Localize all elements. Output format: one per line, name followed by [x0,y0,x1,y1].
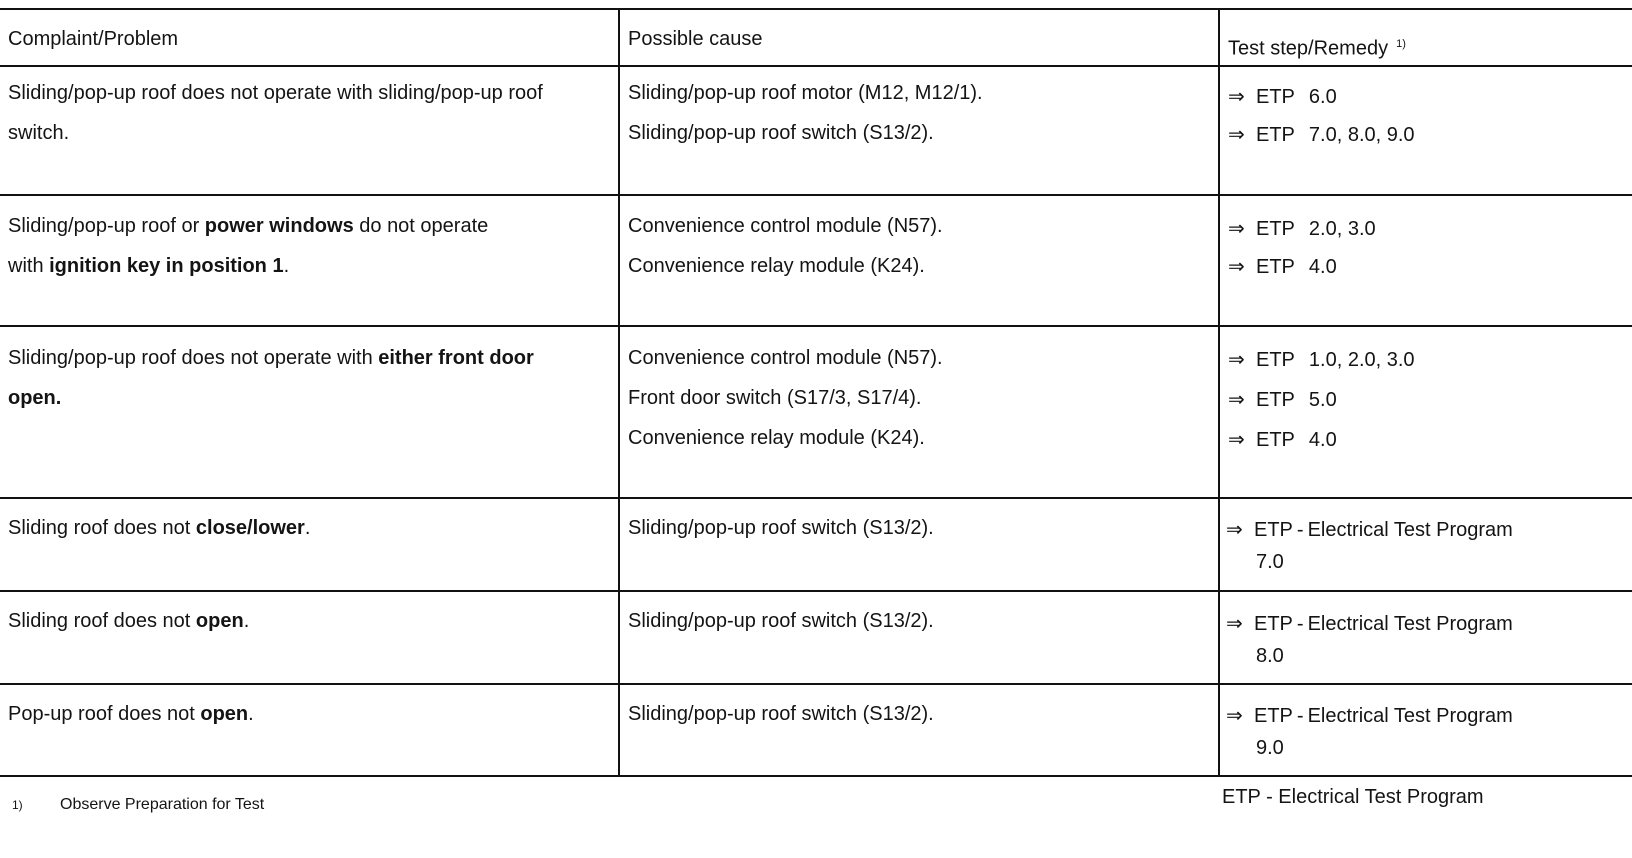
complaint-line [8,601,249,641]
row-rule [0,325,1632,327]
remedy-line [1228,209,1376,247]
column-divider [618,8,620,776]
remedy-cell [1228,340,1415,460]
footnote-marker: 1) [1396,38,1406,50]
etp-description: Electrical Test Program [1307,519,1513,541]
dash-separator: - [1296,705,1304,727]
table-bottom-rule [0,775,1632,777]
etp-label: ETP [1256,256,1295,278]
footnote [0,796,264,814]
remedy-cell [1226,604,1513,668]
test-step-number: 9.0 [1256,737,1284,759]
remedy-line [1226,510,1513,542]
etp-label: ETP [1256,86,1295,108]
complaint-text: do not operate [353,215,489,237]
cause-line: Sliding/pop-up roof switch (S13/2). [628,703,934,725]
remedy-line [1226,542,1513,574]
complaint-text: Sliding roof does not [8,517,196,539]
complaint-text: . [283,255,290,277]
test-step-number: 5.0 [1308,389,1337,411]
header-cause: Possible cause [628,28,763,50]
row-rule [0,683,1632,685]
etp-description: Electrical Test Program [1307,705,1513,727]
implies-arrow-icon: ⇒ [1226,519,1243,541]
etp-description: Electrical Test Program [1307,613,1513,635]
cause-line: Sliding/pop-up roof motor (M12, M12/1). [628,82,983,104]
remedy-line [1226,636,1513,668]
etp-label: ETP [1254,613,1293,635]
complaint-text: Sliding/pop-up roof does not operate with [8,347,379,369]
complaint-text: Sliding roof does not [8,610,196,632]
complaint-emphasis: ignition key in position 1 [49,255,284,277]
complaint-cell [8,694,254,734]
complaint-emphasis: open [195,610,244,632]
test-step-number: 8.0 [1256,645,1284,667]
cause-line: Convenience control module (N57). [628,347,943,369]
implies-arrow-icon: ⇒ [1228,218,1245,240]
complaint-text: Sliding/pop-up roof does not operate with sliding/pop-up roof [8,82,543,104]
header-remedy [1228,24,1406,69]
complaint-line [8,73,543,113]
test-step-number: 4.0 [1308,256,1337,278]
implies-arrow-icon: ⇒ [1228,86,1245,108]
test-step-number: 7.0 [1256,551,1284,573]
complaint-text: switch. [8,122,70,144]
implies-arrow-icon: ⇒ [1228,349,1245,371]
cause-line: Sliding/pop-up roof switch (S13/2). [628,610,934,632]
remedy-cell [1228,209,1376,285]
implies-arrow-icon: ⇒ [1226,613,1243,635]
test-step-number: 2.0, 3.0 [1308,218,1376,240]
header-complaint: Complaint/Problem [8,28,179,50]
complaint-line [8,378,534,418]
etp-label: ETP [1256,349,1295,371]
complaint-text: . [243,610,250,632]
complaint-emphasis: open. [8,387,62,409]
cause-line: Convenience control module (N57). [628,215,943,237]
remedy-line [1228,247,1376,285]
cause-cell [628,508,934,548]
remedy-line [1228,115,1415,153]
table-top-rule [0,8,1632,10]
complaint-emphasis: either front door [378,347,534,369]
complaint-line [8,508,310,548]
complaint-line [8,694,254,734]
complaint-emphasis: power windows [204,215,354,237]
cause-line: Convenience relay module (K24). [628,255,925,277]
implies-arrow-icon: ⇒ [1226,705,1243,727]
row-rule [0,590,1632,592]
remedy-line [1228,340,1415,380]
dash-separator: - [1296,519,1304,541]
row-rule [0,497,1632,499]
cause-line: Sliding/pop-up roof switch (S13/2). [628,517,934,539]
etp-label: ETP [1254,705,1293,727]
etp-label: ETP [1254,519,1293,541]
test-step-number: 1.0, 2.0, 3.0 [1308,349,1415,371]
complaint-emphasis: open [200,703,249,725]
complaint-line [8,246,488,286]
remedy-line [1228,77,1415,115]
remedy-line [1228,420,1415,460]
complaint-text: with [8,255,50,277]
complaint-text: Sliding/pop-up roof or [8,215,205,237]
remedy-line [1226,604,1513,636]
implies-arrow-icon: ⇒ [1228,389,1245,411]
column-divider [1218,8,1220,776]
complaint-line [8,206,488,246]
test-step-number: 7.0, 8.0, 9.0 [1308,124,1415,146]
remedy-line [1226,728,1513,760]
implies-arrow-icon: ⇒ [1228,256,1245,278]
remedy-cell [1226,696,1513,760]
cause-line: Front door switch (S17/3, S17/4). [628,387,922,409]
footnote-number: 1) [12,798,23,812]
complaint-cell [8,73,543,153]
remedy-cell [1226,510,1513,574]
etp-legend: ETP - Electrical Test Program [1222,786,1484,808]
complaint-cell [8,206,488,286]
complaint-cell [8,601,249,641]
remedy-line [1228,380,1415,420]
cause-cell [628,694,934,734]
complaint-line [8,113,543,153]
cause-line: Convenience relay module (K24). [628,427,925,449]
implies-arrow-icon: ⇒ [1228,429,1245,451]
cause-cell [628,206,943,286]
footnote-text: Observe Preparation for Test [60,796,265,813]
remedy-cell [1228,77,1415,153]
complaint-text: . [304,517,311,539]
etp-label: ETP [1256,429,1295,451]
complaint-cell [8,338,534,418]
remedy-line [1226,696,1513,728]
complaint-text: Pop-up roof does not [8,703,201,725]
complaint-line [8,338,534,378]
complaint-text: . [248,703,254,725]
dash-separator: - [1296,613,1304,635]
complaint-emphasis: close/lower [195,517,305,539]
cause-cell [628,73,983,153]
complaint-cell [8,508,310,548]
header-remedy-label: Test step/Remedy [1228,37,1389,60]
etp-label: ETP [1256,124,1295,146]
cause-line: Sliding/pop-up roof switch (S13/2). [628,122,934,144]
cause-cell [628,601,934,641]
test-step-number: 6.0 [1308,86,1337,108]
etp-label: ETP [1256,218,1295,240]
etp-label: ETP [1256,389,1295,411]
cause-cell [628,338,943,458]
row-rule [0,194,1632,196]
implies-arrow-icon: ⇒ [1228,124,1245,146]
test-step-number: 4.0 [1308,429,1337,451]
